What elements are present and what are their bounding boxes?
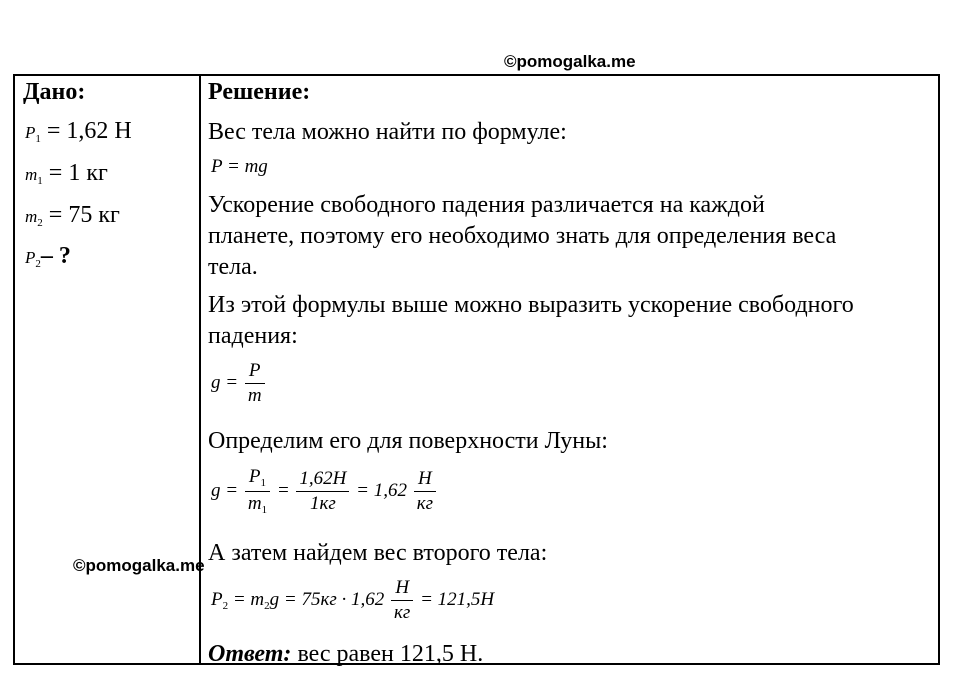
solution-line1: Вес тела можно найти по формуле: bbox=[208, 119, 567, 145]
p2-value: – ? bbox=[40, 243, 71, 269]
answer-label: Ответ: bbox=[208, 641, 292, 667]
frac2-num: 1,62H bbox=[296, 467, 349, 492]
formula-weight2-frac bbox=[391, 576, 413, 625]
answer-text: вес равен 121,5 Н. bbox=[291, 641, 484, 667]
formula-g-den: m bbox=[247, 385, 262, 406]
formula-g-lhs: g = bbox=[211, 371, 239, 393]
given-p1 bbox=[25, 118, 132, 145]
formula-weight: P = mg bbox=[211, 156, 268, 177]
solution-para3-line2: падения: bbox=[208, 323, 298, 349]
p1-sub: 1 bbox=[35, 133, 41, 145]
formula-moon-eq2: = 1,62 bbox=[356, 479, 407, 501]
given-header: Дано: bbox=[23, 79, 86, 105]
frac3-num: H bbox=[414, 467, 436, 492]
formula-weight2-part2: g = 75кг · 1,62 bbox=[269, 588, 385, 610]
m2-symbol: m bbox=[25, 207, 38, 226]
watermark-top: ©pomogalka.me bbox=[504, 52, 636, 71]
p2-symbol: P bbox=[25, 248, 36, 267]
solution-para3-line1: Из этой формулы выше можно выразить ускорение свободного bbox=[208, 292, 854, 318]
formula-weight2-lhs-sub: 2 bbox=[222, 599, 229, 612]
given-p2 bbox=[25, 243, 71, 270]
frac1-num: P bbox=[248, 466, 261, 487]
formula-moon-frac3 bbox=[414, 467, 436, 516]
solution-para2-line3: тела. bbox=[208, 254, 258, 280]
formula-moon-eq1: = bbox=[276, 479, 290, 501]
p1-symbol: P bbox=[25, 123, 36, 142]
solution-line4: Определим его для поверхности Луны: bbox=[208, 428, 608, 454]
m1-sub: 1 bbox=[37, 175, 43, 187]
solution-para2-line1: Ускорение свободного падения различается на каждой bbox=[208, 192, 765, 218]
formula-g-num: P bbox=[245, 359, 265, 384]
formula-moon-frac2 bbox=[296, 467, 349, 516]
frac2-den: 1кг bbox=[309, 493, 336, 514]
solution-para2-line2: планете, поэтому его необходимо знать для определения веса bbox=[208, 223, 837, 249]
frac1-den-sub: 1 bbox=[261, 504, 268, 516]
m2-value: = 75 кг bbox=[48, 202, 120, 228]
formula-weight2-lhs: P bbox=[211, 588, 223, 610]
m2-sub: 2 bbox=[37, 217, 43, 229]
m1-symbol: m bbox=[25, 165, 38, 184]
frac1-den: m bbox=[247, 493, 262, 514]
formula-moon bbox=[211, 465, 438, 518]
m1-value: = 1 кг bbox=[48, 160, 108, 186]
given-m2 bbox=[25, 202, 120, 229]
formula-moon-frac1 bbox=[245, 465, 270, 518]
frac3-den: кг bbox=[416, 493, 434, 514]
solution-line5: А затем найдем вес второго тела: bbox=[208, 540, 548, 566]
formula-g-fraction bbox=[245, 359, 265, 408]
solution-column bbox=[201, 76, 938, 667]
formula-weight2-frac-den: кг bbox=[394, 602, 411, 623]
solution-table bbox=[13, 74, 940, 665]
given-m1 bbox=[25, 160, 108, 187]
formula-weight2-part1: = m bbox=[232, 588, 265, 610]
p2-sub: 2 bbox=[35, 258, 41, 270]
watermark-mid: ©pomogalka.me bbox=[73, 556, 205, 575]
formula-g bbox=[211, 359, 267, 408]
formula-weight2-part3: = 121,5H bbox=[420, 588, 495, 610]
formula-weight2 bbox=[211, 576, 494, 625]
frac1-num-sub: 1 bbox=[260, 477, 266, 489]
formula-weight2-part1-sub: 2 bbox=[264, 599, 270, 612]
formula-moon-lhs: g = bbox=[211, 479, 239, 501]
solution-header: Решение: bbox=[208, 79, 311, 105]
p1-value: = 1,62 Н bbox=[46, 118, 132, 144]
answer-line bbox=[208, 639, 483, 670]
formula-weight2-frac-num: H bbox=[391, 576, 413, 601]
